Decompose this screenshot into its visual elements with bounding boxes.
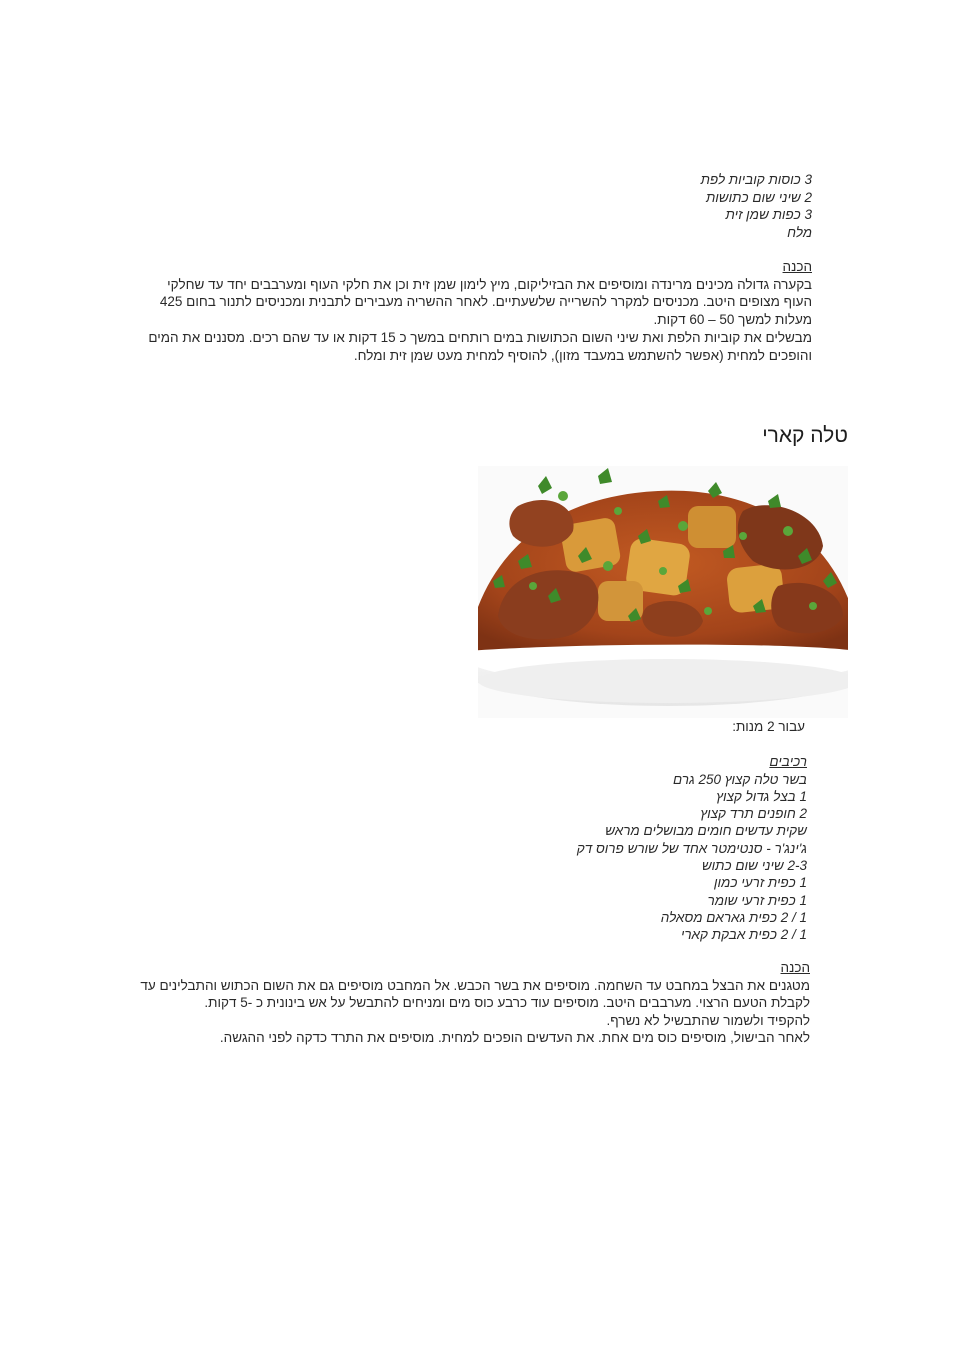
ingredient-line: ג'ינג'ר - סנטימטר אחד של שורש פרוס דק (576, 840, 807, 856)
ingredient-line: 1 כפית זרעי שומר (707, 892, 807, 908)
curry-dish-photo (478, 466, 848, 718)
ingredient-line: 1 / 2 כפית גאראם מסאלה (660, 909, 807, 925)
ingredient-line: מלח (787, 224, 812, 240)
ingredient-line: שקית עדשים חומים מבושלים מראש (605, 823, 807, 839)
ingredient-line: בשר טלה קצוץ 250 גרם (673, 771, 807, 787)
ingredients-heading: רכיבים (769, 754, 807, 769)
ingredient-line: 3 כוסות קוביות לפת (700, 172, 812, 187)
recipe2-preparation (120, 959, 810, 1047)
prep-paragraph: מבשלים את קוביות הלפת ואת שיני השום הכתושות במים רותחים במשך כ 15 דקות או עד שהם רכים. מסננים את המים והופכים למחית (אפשר להשתמש במעבד מזון), להוסיף למחית מעט שמן זית ומלח. (148, 329, 812, 363)
ingredient-line: 1 כפית זרעי כמון (714, 875, 807, 891)
prep-paragraph: בקערה גדולה מכינים מרינדה ומוסיפים את הבזיליקום, מיץ לימון שמן זית וכן את חלקי העוף ומערבבים יחד עד שחלקי העוף מצופים היטב. מכניסים למקרר להשרייה שלשעתיים. לאחר ההשריה מעבירים לתבנית ומכניסים לתנור בחום 425 מעלות למשך 50 – 60 דקות. (159, 276, 812, 328)
ingredient-line: 3 כפות שמן זית (725, 207, 812, 222)
prep-paragraph: לאחר הבישול, מוסיפים כוס מים אחת. את העדשים הופכים למחית. מוסיפים את התרד כדקה לפני ההגשה. (219, 1030, 810, 1046)
curry-dish-illustration (478, 466, 848, 718)
ingredient-line: 2 חופנים תרד קצוץ (700, 806, 807, 822)
recipe-title: טלה קארי (762, 424, 848, 447)
servings-label: עבור 2 מנות: (732, 719, 805, 734)
prep-paragraph: להקפיד ולשמור שהתבשיל לא נשרף. (606, 1012, 810, 1028)
ingredient-line: 1 בצל גדול קצוץ (716, 788, 807, 804)
prep-heading: הכנה (780, 960, 810, 975)
recipe2-ingredients (387, 753, 807, 943)
recipe1-ingredients (512, 171, 812, 241)
ingredient-line: 2-3 שיני שום כתוש (701, 857, 807, 873)
ingredient-line: 2 שיני שום כתושות (705, 189, 812, 205)
ingredient-line: 1 / 2 כפית אבקת קארי (680, 927, 807, 943)
prep-paragraph: מטגנים את הבצל במחבט עד השחמה. מוסיפים את בשר הכבש. אל המחבט מוסיפים גם את השום הכתוש והתבלינים עד לקבלת הטעם הרצוי. מערבבים היטב. מוסיפים עוד כרבע כוס מים ומניחים להתבשל על אש בינונית כ -5 דקות. (140, 977, 810, 1011)
recipe1-preparation (144, 258, 812, 364)
prep-heading: הכנה (782, 259, 812, 274)
